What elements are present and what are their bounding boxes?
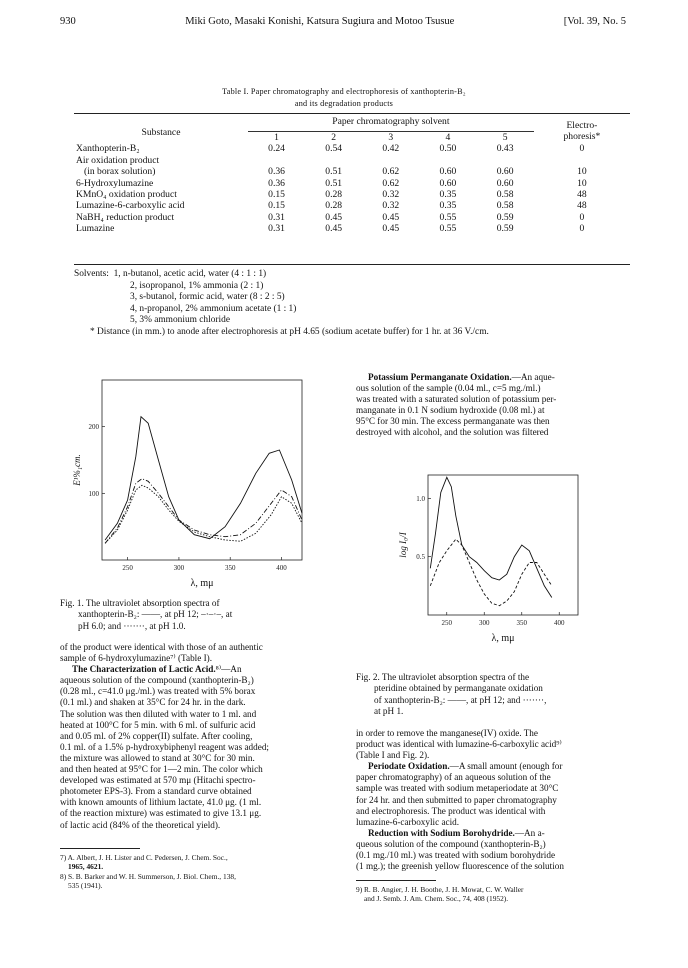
table-cell: 0.54 [325, 143, 343, 155]
series-line [430, 539, 552, 606]
table-cell: 0 [579, 143, 585, 155]
table-cell: 0.59 [496, 223, 514, 235]
table-cell: 0.59 [496, 211, 514, 223]
substance-name: NaBH₄ reduction product [76, 211, 175, 223]
table-cell: 0.36 [268, 166, 285, 178]
table-cell: 48 [577, 188, 587, 200]
table-cell: 48 [577, 200, 587, 212]
x-tick-label: 250 [441, 619, 452, 627]
x-tick-label: 350 [224, 564, 236, 572]
section-heading: The Characterization of Lactic Acid. [72, 664, 216, 675]
table-cell: 0.62 [382, 166, 400, 178]
table-cell: 0.62 [382, 177, 400, 189]
table-header-row-1 [74, 116, 630, 131]
table-cell: 0.35 [439, 200, 457, 212]
plot-frame [102, 380, 302, 560]
table-cell: 0.45 [325, 223, 343, 235]
y-axis-label: log I₀/I [398, 532, 408, 558]
solvent-num: 3 [362, 131, 419, 143]
footnote-rule-right [356, 880, 436, 881]
electro-header-2: phoresis* [563, 131, 601, 143]
table-cell: 0.60 [496, 166, 514, 178]
substance-name: KMnO₄ oxidation product [76, 188, 177, 200]
y-tick-label: 0.5 [416, 553, 425, 562]
table-cell: 0 [579, 223, 585, 235]
table-cell: 0.36 [268, 177, 285, 189]
section-heading: Periodate Oxidation. [368, 761, 450, 772]
solvents-legend: Solvents: 1, n-butanol, acetic acid, water (4 : 1 : 1) 2, isopropanol, 1% ammonia (2 : 1) 3, s-butanol, formic acid, water (8 : 2 : 5) 4, n-propanol, 2% ammonium acetate (1 : 1) 5, 3% ammonium chloride * Distance (in mm.) to anode after electrophoresis at pH 4.65 (sodium acetate buffer) for 1 hr. at 36 V./cm. [74, 269, 489, 337]
left-col-bottom: of the product were identical with those of an authentic sample of 6-hydroxylumazine⁷⁾ (Table I). The Characterization of Lactic Acid.⁸⁾—An aqueous solution of the compound (xanthopterin-B₂) (0.28 ml., c=41.0 μg./ml.) was treated with 5% borax (0.1 ml.) and shaken at 35°C for 24 hr. in the dark. The solution was then diluted with water to 1 ml. and heated at 100°C for 5 min. with 6 ml. of sulfuric acid and 0.05 ml. of 2% copper(II) sulfate. After cooling, 0.1 ml. of a 1.5% p-hydroxybiphenyl reagent was added; the mixture was allowed to stand at 30°C for 30 min. and then heated at 95°C for 1—2 min. The color which developed was estimated at 570 mμ (Hitachi spectro- photometer EPS-3). From a standard curve obtained with known amounts of lithium lactate, 41.0 μg. (1 ml. of the reaction mixture) was estimated to give 13.1 μg. of lactic acid (84% of the theoretical yield). [60, 642, 269, 830]
series-line [105, 479, 302, 544]
solvent-num: 4 [419, 131, 476, 143]
solvent-group-header: Paper chromatography solvent [332, 116, 450, 127]
fig2-plot [398, 475, 578, 644]
section-heading: Reduction with Sodium Borohydride. [368, 827, 515, 838]
x-tick-label: 400 [554, 619, 565, 627]
table-cell: 0.15 [268, 200, 285, 212]
table-cell: 0.58 [496, 188, 514, 200]
table-cell: 0.42 [382, 143, 400, 155]
left-footnotes: 7) A. Albert, J. H. Lister and C. Pedersen, J. Chem. Soc., 1965, 4621. 8) S. B. Barker and W. H. Summerson, J. Biol. Chem., 138, 535 (1941). [60, 853, 236, 891]
authors: Miki Goto, Masaki Konishi, Katsura Sugiura and Motoo Tsusue [185, 16, 455, 27]
series-line [105, 417, 302, 540]
table-cell: 0.55 [439, 223, 457, 235]
figure-1 [60, 368, 310, 598]
table-cell: 0.45 [382, 223, 400, 235]
table-cell: 0.50 [439, 143, 457, 155]
table-row [74, 178, 630, 189]
table-cell: 0.45 [325, 211, 343, 223]
table-bottom-rule [74, 264, 630, 265]
electro-header-1: Electro- [566, 120, 598, 131]
table-row [74, 189, 630, 200]
volume: [Vol. 39, No. 5 [563, 16, 626, 27]
table-cell: 0.32 [382, 200, 400, 212]
y-tick-label: 1.0 [416, 494, 425, 503]
series-line [105, 485, 302, 543]
table-row [74, 143, 630, 154]
fig1-plot [72, 380, 302, 589]
table-top-rule [74, 113, 630, 114]
solvent-num: 5 [477, 131, 534, 143]
right-col-top: Potassium Permanganate Oxidation.—An aque- ous solution of the sample (0.04 ml., c=5 mg./ml.) was treated with a saturated solution of potassium per- manganate in 0.1 N sodium hydroxide (0.08 ml.) at 95°C for 30 min. The excess permanganate was then destroyed with alcohol, and the solution was filtered [356, 372, 557, 438]
x-axis-label: λ, mμ [491, 633, 515, 644]
running-header [60, 16, 626, 27]
x-tick-label: 250 [122, 564, 133, 572]
series-line [430, 477, 552, 597]
table-cell: 0.28 [325, 200, 343, 212]
table-cell: 0.60 [439, 177, 457, 189]
solvent-num: 2 [305, 131, 362, 143]
table-cell: 0.43 [496, 143, 514, 155]
table-row [74, 200, 630, 211]
table-cell: 0.58 [496, 200, 514, 212]
footnote-rule-left [60, 848, 140, 849]
substance-name: Lumazine-6-carboxylic acid [76, 200, 185, 212]
x-tick-label: 400 [276, 564, 287, 572]
table-row [74, 212, 630, 223]
table-row [74, 223, 630, 234]
substance-name: 6-Hydroxylumazine [76, 177, 154, 189]
figure-2 [388, 470, 588, 650]
table-caption: Table I. Paper chromatography and electrophoresis of xanthopterin-B₂ and its degradation products [222, 87, 466, 108]
x-tick-label: 300 [173, 564, 185, 572]
y-axis-label: E¹%₁cm. [72, 454, 82, 486]
right-col-bottom: in order to remove the manganese(IV) oxide. The product was identical with lumazine-6-carboxylic acid⁹⁾ (Table I and Fig. 2). Periodate Oxidation.—A small amount (enough for paper chromatography) of an aqueous solution of the sample was treated with sodium metaperiodate at 30°C for 24 hr. and then submitted to paper chromatography and electrophoresis. The product was identical with lumazine-6-carboxylic acid. Reduction with Sodium Borohydride.—An a- queous solution of the compound (xanthopterin-B₂) (0.1 mg./10 ml.) was treated with sodium borohydride (1 mg.); the greenish yellow fluorescence of the solution [356, 728, 564, 872]
fig1-caption: Fig. 1. The ultraviolet absorption spectra of xanthopterin-B₂: ——, at pH 12; –·–·–, at pH 6.0; and ·······, at pH 1.0. [60, 598, 233, 631]
fig2-caption: Fig. 2. The ultraviolet absorption spectra of the pteridine obtained by permanganate oxidation of xanthopterin-B₂: ——, at pH 12; and ·······, at pH 1. [356, 672, 547, 716]
table-row [74, 155, 630, 178]
x-tick-label: 350 [516, 619, 527, 627]
table-cell: 0 [579, 211, 585, 223]
solvent-num: 1 [248, 131, 305, 143]
table-cell: 0.35 [439, 188, 457, 200]
table-cell: 0.28 [325, 188, 343, 200]
table-cell: 0.51 [325, 177, 343, 189]
table-cell: 0.45 [382, 211, 400, 223]
x-axis-label: λ, mμ [190, 578, 214, 589]
table-cell: 10 [577, 166, 587, 178]
plot-frame [428, 475, 578, 615]
table-cell: 0.60 [439, 166, 457, 178]
section-heading: Potassium Permanganate Oxidation. [368, 372, 512, 382]
table-cell: 0.55 [439, 211, 457, 223]
page-number: 930 [60, 16, 76, 27]
substance-name: Air oxidation product (in borax solution) [76, 154, 160, 178]
substance-name: Lumazine [76, 223, 115, 235]
table-cell: 0.31 [268, 223, 285, 235]
table-cell: 0.60 [496, 177, 514, 189]
table-1 [74, 116, 630, 235]
right-footnotes: 9) R. B. Angier, J. H. Boothe, J. H. Mowat, C. W. Waller and J. Semb. J. Am. Chem. Soc., 74, 408 (1952). [356, 885, 524, 904]
table-cell: 0.24 [268, 143, 285, 155]
substance-header: Substance [141, 126, 181, 138]
table-cell: 0.31 [268, 211, 285, 223]
y-tick-label: 200 [88, 423, 99, 432]
x-tick-label: 300 [479, 619, 490, 627]
table-cell: 0.15 [268, 188, 285, 200]
table-cell: 0.32 [382, 188, 400, 200]
table-cell: 10 [577, 177, 587, 189]
y-tick-label: 100 [88, 489, 99, 498]
table-cell: 0.51 [325, 166, 343, 178]
table-footnote: * Distance (in mm.) to anode after electrophoresis at pH 4.65 (sodium acetate buffer) for 1 hr. at 36 V./cm. [90, 326, 489, 337]
substance-name: Xanthopterin-B₂ [76, 143, 140, 155]
